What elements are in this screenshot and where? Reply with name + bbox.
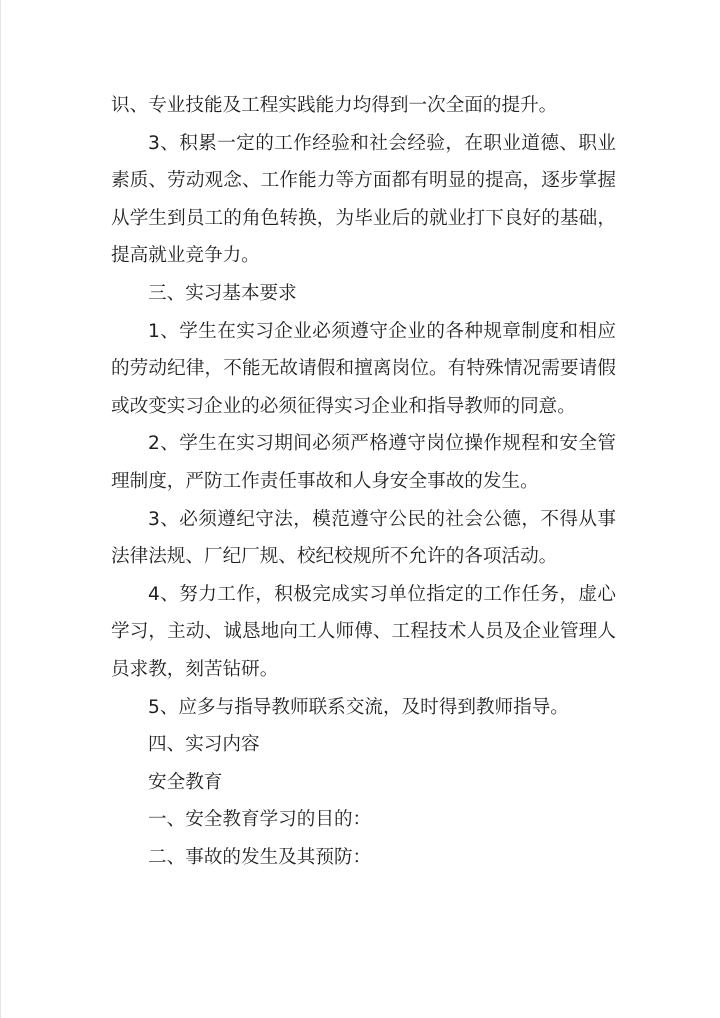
subheading-safety-education: 安全教育 bbox=[148, 771, 223, 793]
paragraph-requirement-1: 1、学生在实习企业必须遵守企业的各种规章制度和相应的劳动纪律，不能无故请假和擅离岗位。有特殊情况需要请假或改变实习企业的必须征得实习企业和指导教师的同意。 bbox=[111, 320, 616, 417]
paragraph-requirement-2: 2、学生在实习期间必须严格遵守岗位操作规程和安全管理制度，严防工作责任事故和人身安全事故的发生。 bbox=[111, 433, 616, 492]
section-heading-content: 四、实习内容 bbox=[148, 734, 260, 756]
paragraph-requirement-4: 4、努力工作，积极完成实习单位指定的工作任务，虚心学习，主动、诚恳地向工人师傅、工程技术人员及企业管理人员求教，刻苦钻研。 bbox=[111, 583, 616, 680]
paragraph-intro-continuation: 识、专业技能及工程实践能力均得到一次全面的提升。 bbox=[111, 95, 558, 116]
list-item-accident-prevention: 二、事故的发生及其预防： bbox=[148, 846, 372, 868]
paragraph-requirement-3: 3、必须遵纪守法，模范遵守公民的社会公德，不得从事法律法规、厂纪厂规、校纪校规所不允许的各项活动。 bbox=[111, 508, 616, 568]
paragraph-requirement-5: 5、应多与指导教师联系交流，及时得到教师指导。 bbox=[148, 696, 569, 718]
document-body bbox=[111, 87, 616, 876]
list-item-safety-purpose: 一、安全教育学习的目的： bbox=[148, 809, 372, 831]
paragraph-goal-3: 3、积累一定的工作经验和社会经验，在职业道德、职业素质、劳动观念、工作能力等方面都有明显的提高，逐步掌握从学生到员工的角色转换，为毕业后的就业打下良好的基础，提高就业竞争力。 bbox=[111, 132, 616, 267]
section-heading-requirements: 三、实习基本要求 bbox=[148, 282, 297, 304]
